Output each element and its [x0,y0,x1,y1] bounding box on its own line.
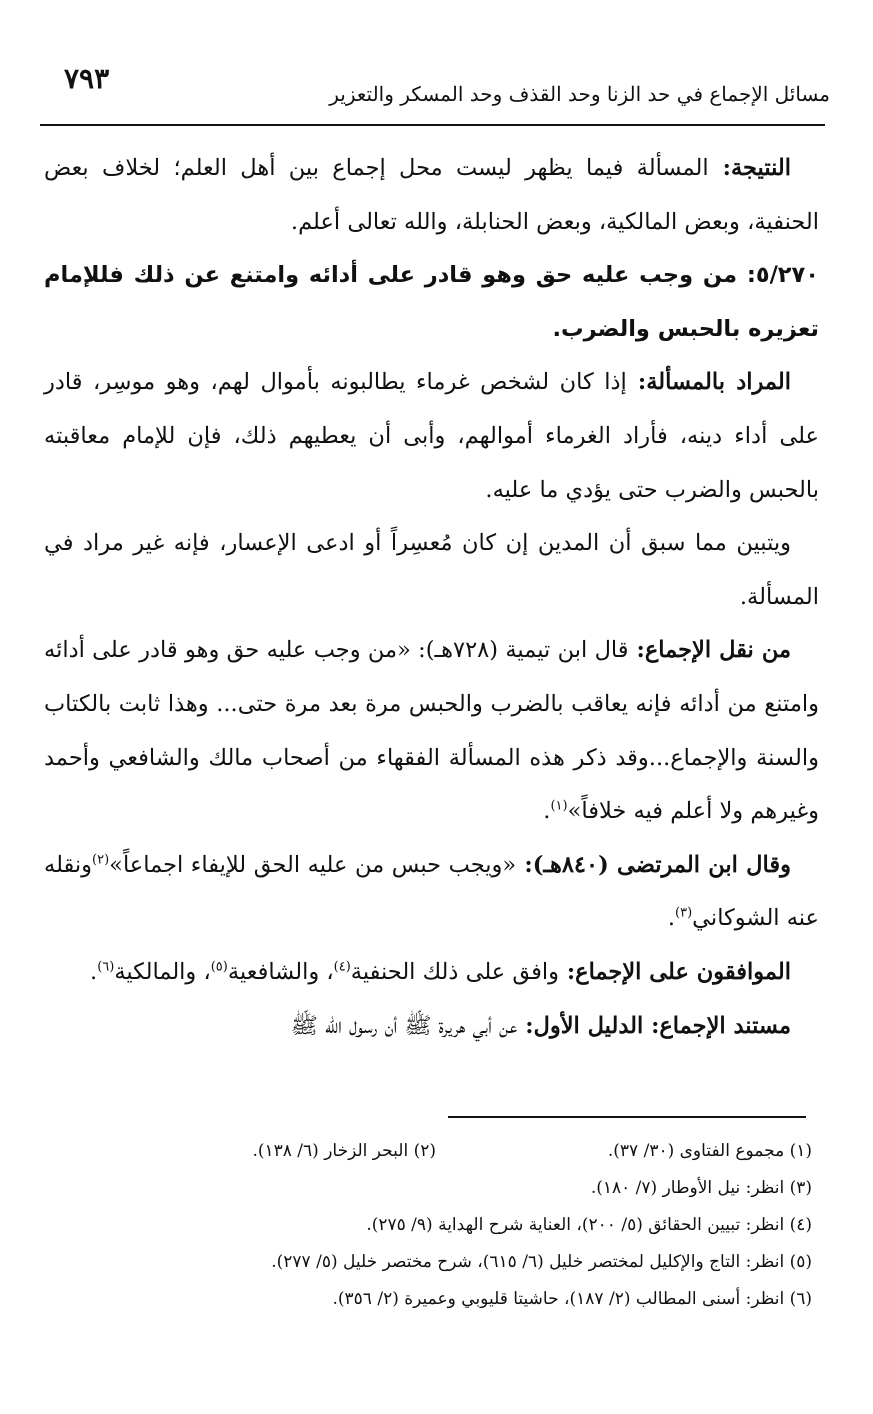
paragraph-end: . [90,958,98,985]
paragraph-end: . [667,905,676,932]
footnote-ref[interactable]: (٤) [333,959,351,975]
footnotes [60,1133,812,1318]
paragraph-lead: المراد بالمسألة: [626,369,791,396]
paragraph-result [44,142,819,249]
footnote-1: (١) مجموع الفتاوى (٣٠/ ٣٧). [607,1141,812,1161]
paragraph-lead: النتيجة: [708,155,792,181]
page-number: ٧٩٣ [64,62,110,95]
paragraph-text: المسألة فيما يظهر ليست محل إجماع بين أهل العلم؛ لخلاف بعض الحنفية، وبعض المالكية، وبعض الحنابلة، والله تعالى أعلم. [44,155,819,235]
footnote-ref[interactable]: (٣) [675,905,693,921]
paragraph-text: ، والمالكية [114,958,211,985]
paragraph-lead: من نقل الإجماع: [628,637,792,664]
paragraph-text: عن أبي هريرة ﷺ أن رسول الله ﷺ [290,1012,518,1039]
footnote-rule [448,1116,806,1118]
footnote-5: (٥) انظر: التاج والإكليل لمختصر خليل (٦/ ٦١٥)، شرح مختصر خليل (٥/ ٢٧٧). [271,1252,812,1272]
issue-heading: ٥/٢٧٠: من وجب عليه حق وهو قادر على أدائه وامتنع عن ذلك فللإمام تعزيره بالحبس والضرب. [44,262,819,342]
footnote-ref[interactable]: (٢) [92,852,110,868]
footnote-3: (٣) انظر: نيل الأوطار (٧/ ١٨٠). [590,1178,812,1198]
paragraph-meaning [44,356,819,517]
paragraph-text: إذا كان لشخص غرماء يطالبونه بأموال لهم، وهو موسِر، قادر على أداء دينه، فأراد الغرماء أموالهم، وأبى أن يعطيهم ذلك، فإن للإمام معاقبته بالحبس والضرب حتى يؤدي ما عليه. [44,369,819,503]
paragraph-transmitters [44,624,819,838]
header-rule [40,124,825,126]
footnote-4: (٤) انظر: تبيين الحقائق (٥/ ٢٠٠)، العناية شرح الهداية (٩/ ٢٧٥). [366,1215,812,1235]
paragraph-ibn-murtada [44,839,819,946]
paragraph-text: قال ابن تيمية (٧٢٨هـ): «من وجب عليه حق وهو قادر على أدائه وامتنع من أدائه فإنه يعاقب بالضرب والحبس مرة بعد مرة حتى... وهذا ثابت بالكتاب والسنة والإجماع...وقد ذكر هذه المسألة الفقهاء من أصحاب مالك والشافعي وأحمد وغيرهم ولا أعلم فيه خلافاً» [44,637,819,825]
running-title: مسائل الإجماع في حد الزنا وحد القذف وحد المسكر والتعزير [329,82,830,106]
paragraph-evidence [44,1000,819,1054]
footnote-ref[interactable]: (١) [550,798,568,814]
paragraph-lead: وقال ابن المرتضى (٨٤٠هـ): [516,851,791,878]
paragraph-text: «ويجب حبس من عليه الحق للإيفاء اجماعاً» [109,851,517,878]
paragraph-end: . [543,798,551,825]
paragraph-text: ، والشافعية [227,958,334,985]
paragraph-clarification [44,517,819,624]
footnote-ref[interactable]: (٥) [210,959,228,975]
footnote-ref[interactable]: (٦) [97,959,115,975]
footnote-6: (٦) انظر: أسنى المطالب (٢/ ١٨٧)، حاشيتا قليوبي وعميرة (٢/ ٣٥٦). [332,1289,812,1309]
paragraph-text: ونقله عنه الشوكاني [44,851,819,932]
main-text [44,142,819,1053]
paragraph-text: ويتبين مما سبق أن المدين إن كان مُعسِراً أو ادعى الإعسار، فإنه غير مراد في المسألة. [44,530,819,610]
paragraph-lead: مستند الإجماع: الدليل الأول: [517,1012,791,1039]
page-header [40,62,830,122]
footnote-2: (٢) البحر الزخار (٦/ ١٣٨). [252,1141,436,1161]
footnote-row [60,1133,812,1170]
paragraph-lead: الموافقون على الإجماع: [559,958,791,985]
paragraph-agreeing [44,946,819,1000]
paragraph-text: وافق على ذلك الحنفية [350,958,559,985]
